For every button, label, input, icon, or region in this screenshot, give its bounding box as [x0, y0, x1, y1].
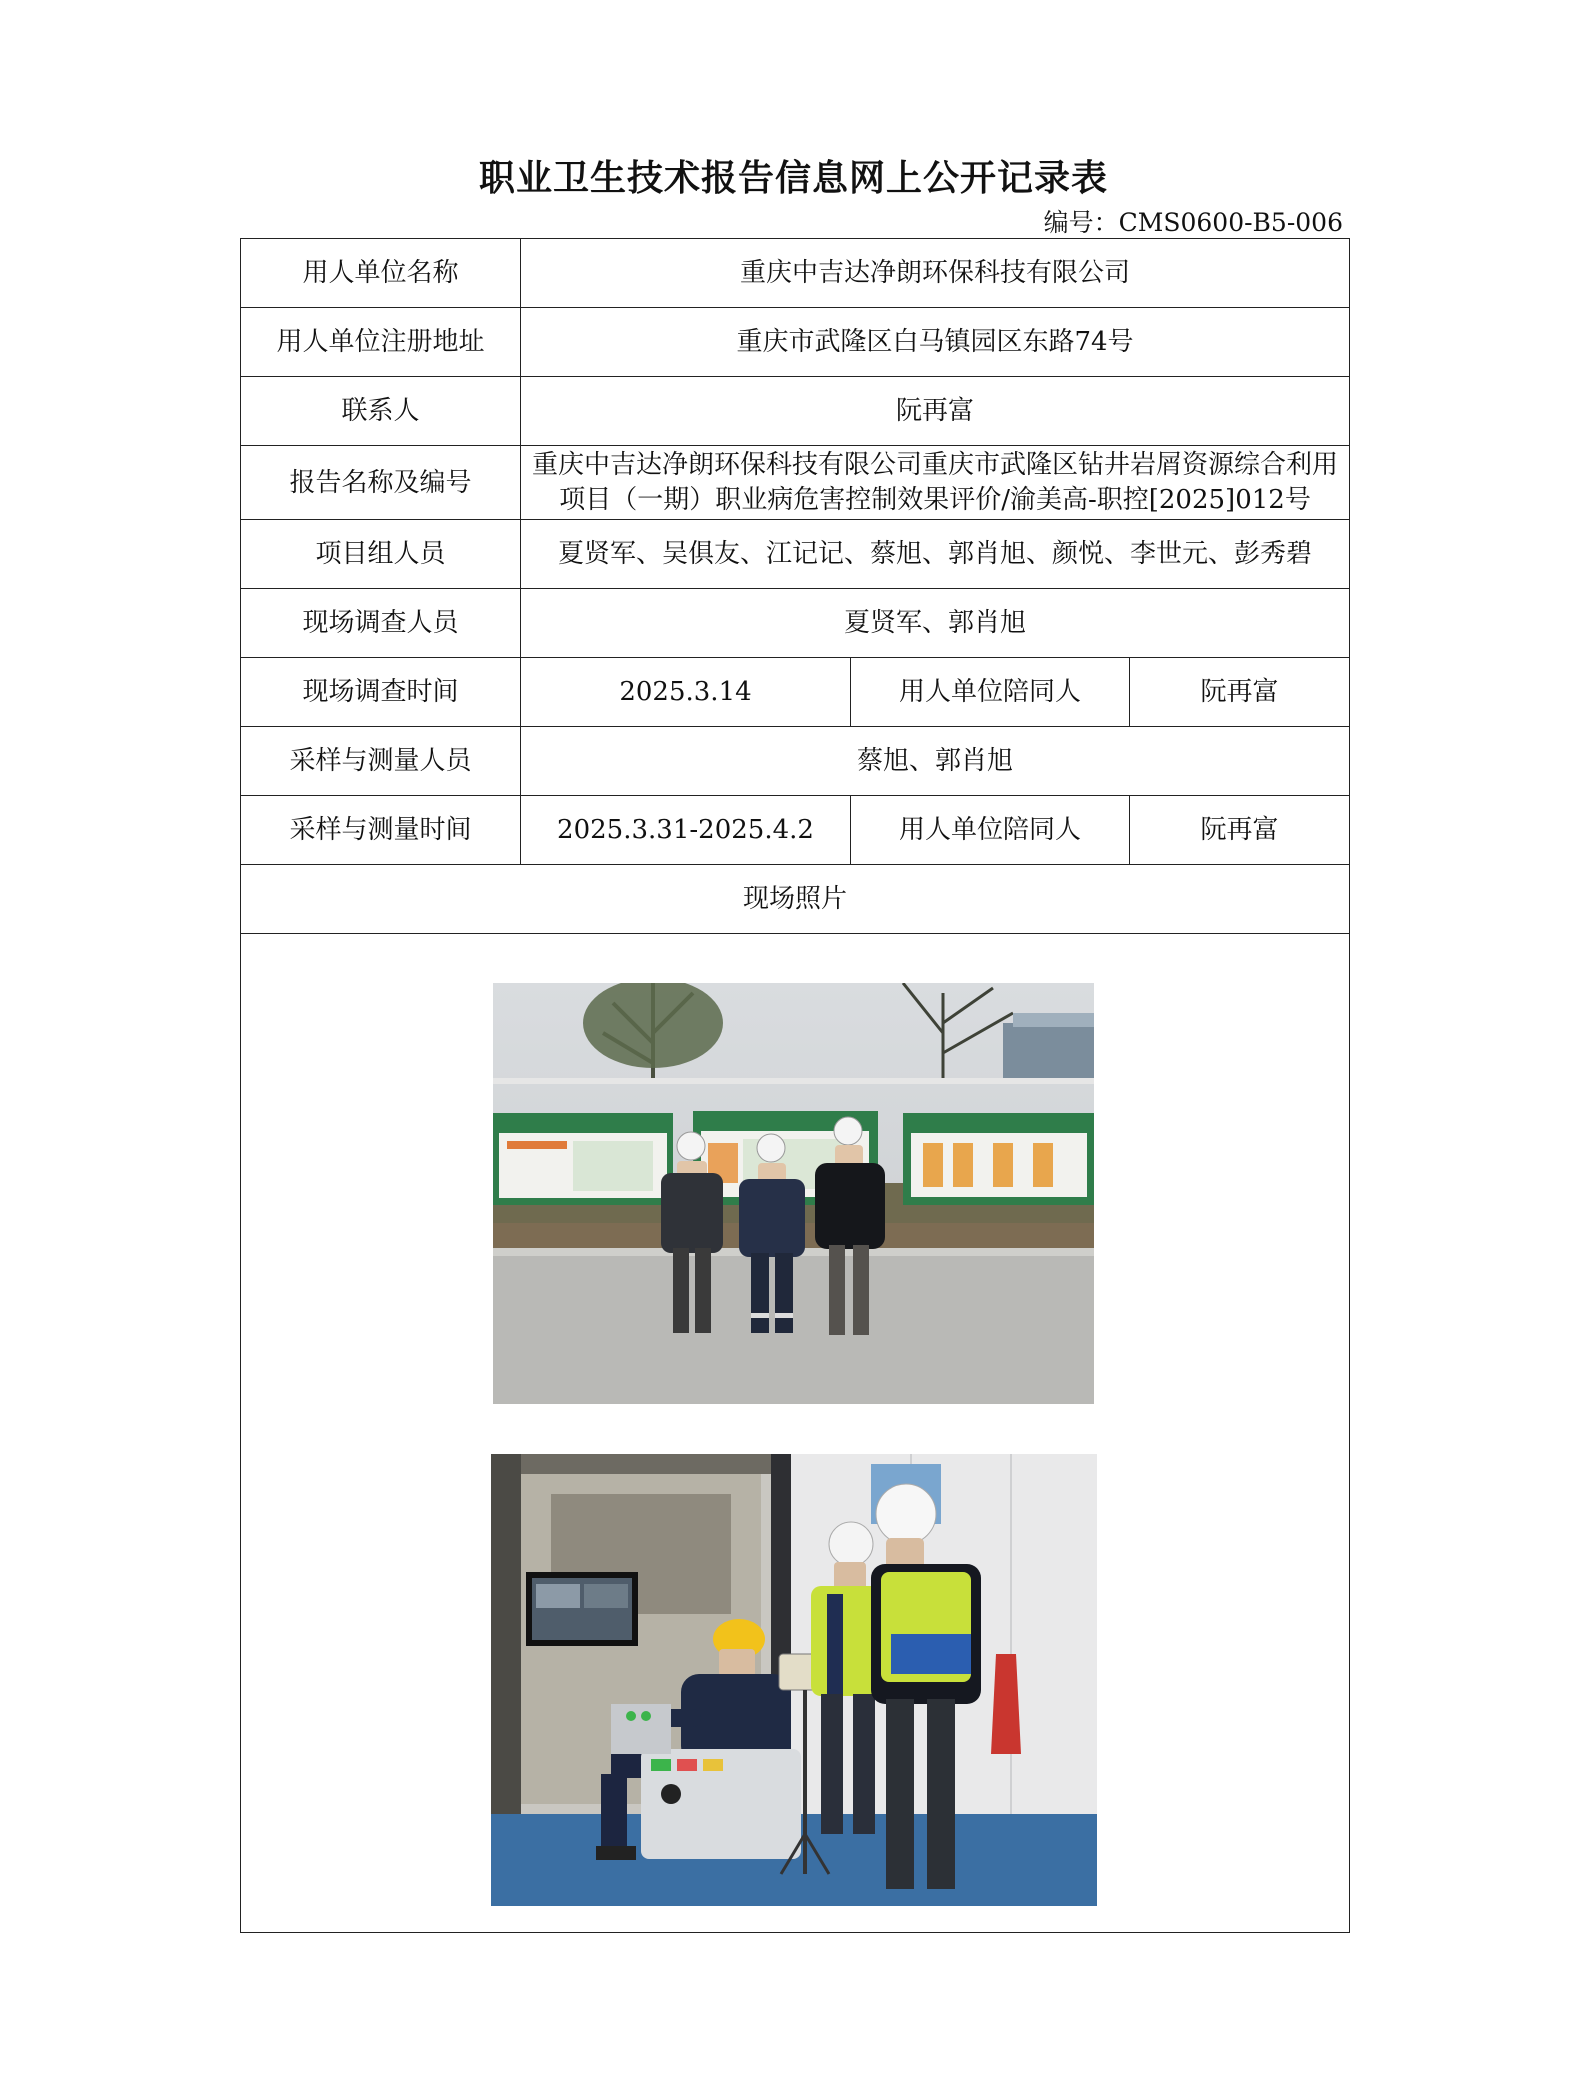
employer-name-label: 用人单位名称: [241, 239, 521, 308]
report-line-2: 项目（一期）职业病危害控制效果评价/渝美高-职控[2025]012号: [559, 484, 1311, 515]
sampling-companion-value: 阮再富: [1130, 796, 1350, 865]
row-address: [241, 308, 1350, 377]
sampling-companion-label: 用人单位陪同人: [851, 796, 1130, 865]
photos-label: 现场照片: [241, 865, 1350, 934]
record-table: [240, 238, 1350, 1933]
survey-staff-value: 夏贤军、郭肖旭: [521, 589, 1350, 658]
team-value: 夏贤军、吴俱友、江记记、蔡旭、郭肖旭、颜悦、李世元、彭秀碧: [521, 520, 1350, 589]
team-label: 项目组人员: [241, 520, 521, 589]
monitor-screen: [526, 1572, 638, 1646]
sampling-time-value: 2025.3.31-2025.4.2: [521, 796, 851, 865]
row-survey-time: [241, 658, 1350, 727]
survey-time-value: 2025.3.14: [521, 658, 851, 727]
site-photo-outdoor: [493, 983, 1094, 1404]
survey-time-label: 现场调查时间: [241, 658, 521, 727]
row-photos: [241, 934, 1350, 1933]
address-label: 用人单位注册地址: [241, 308, 521, 377]
row-sampling-time: [241, 796, 1350, 865]
report-label: 报告名称及编号: [241, 446, 521, 520]
document-number: 编号：CMS0600-B5-006: [1043, 208, 1343, 237]
hanging-towel: [991, 1654, 1021, 1754]
address-value: 重庆市武隆区白马镇园区东路74号: [521, 308, 1350, 377]
safety-board-3: [903, 1113, 1094, 1205]
row-employer-name: [241, 239, 1350, 308]
contact-label: 联系人: [241, 377, 521, 446]
page-title: 职业卫生技术报告信息网上公开记录表: [478, 157, 1108, 199]
safety-board-1: [493, 1113, 673, 1205]
report-value: [521, 446, 1350, 520]
survey-companion-label: 用人单位陪同人: [851, 658, 1130, 727]
report-line-1: 重庆中吉达净朗环保科技有限公司重庆市武隆区钻井岩屑资源综合利用: [532, 449, 1339, 480]
employer-name-value: 重庆中吉达净朗环保科技有限公司: [521, 239, 1350, 308]
sampling-staff-label: 采样与测量人员: [241, 727, 521, 796]
row-photos-header: [241, 865, 1350, 934]
sampling-time-label: 采样与测量时间: [241, 796, 521, 865]
site-photo-control-room: [491, 1454, 1097, 1906]
photos-cell: [241, 934, 1350, 1933]
survey-staff-label: 现场调查人员: [241, 589, 521, 658]
row-survey-staff: [241, 589, 1350, 658]
contact-value: 阮再富: [521, 377, 1350, 446]
row-team: [241, 520, 1350, 589]
row-contact: [241, 377, 1350, 446]
sampling-staff-value: 蔡旭、郭肖旭: [521, 727, 1350, 796]
row-report: [241, 446, 1350, 520]
survey-companion-value: 阮再富: [1130, 658, 1350, 727]
row-sampling-staff: [241, 727, 1350, 796]
